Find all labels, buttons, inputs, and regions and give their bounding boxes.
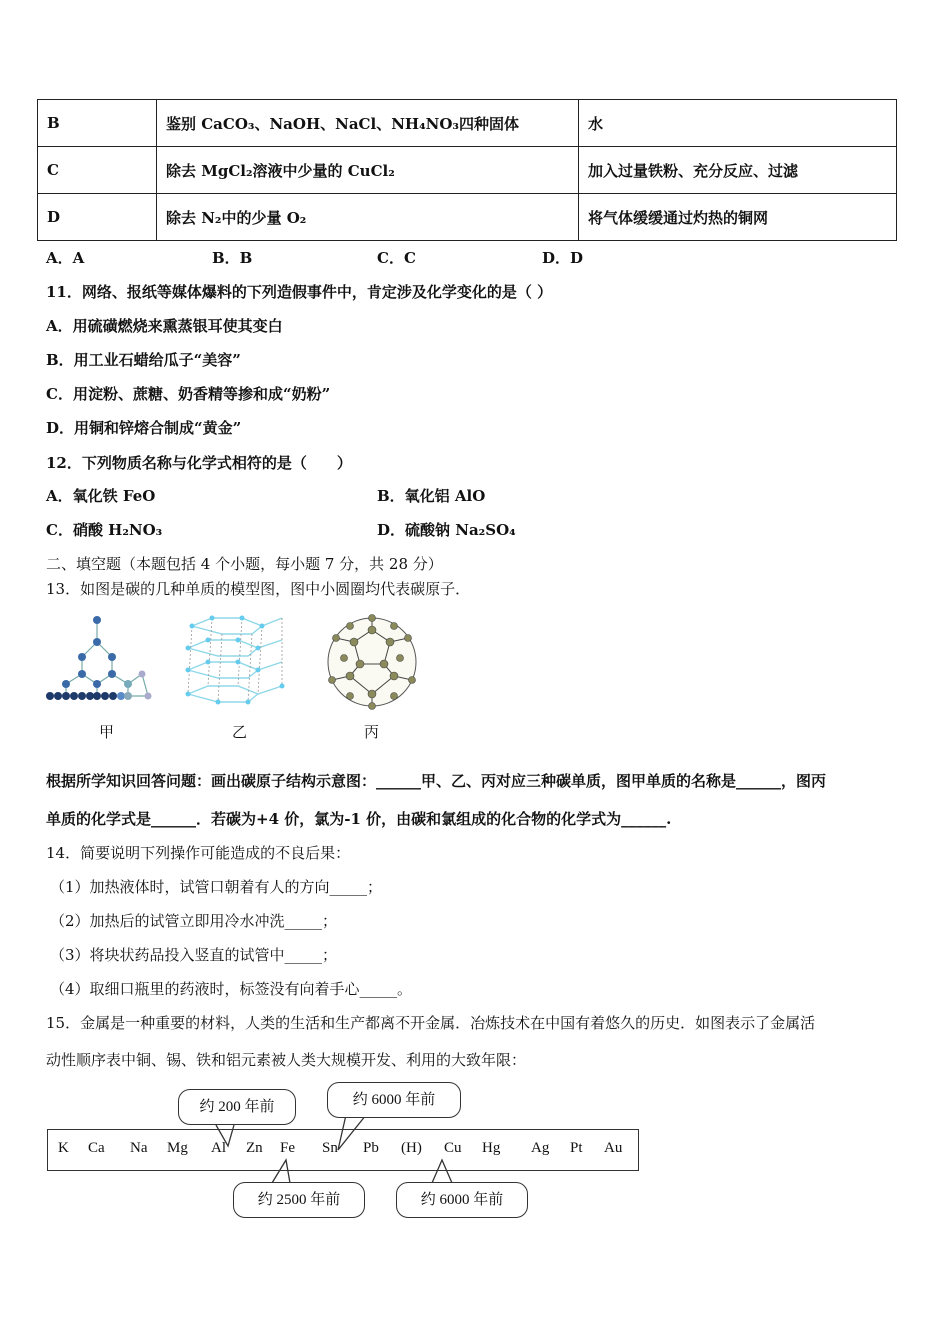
bubble-sn-6000: 约 6000 年前 <box>327 1082 461 1118</box>
metal-pb: Pb <box>363 1140 379 1156</box>
q12-option-b: B．氧化铝 AlO <box>377 487 486 505</box>
metal-au: Au <box>604 1140 623 1156</box>
q10-option-a: A．A <box>46 249 85 267</box>
row-task: 除去 MgCl₂溶液中少量的 CuCl₂ <box>157 147 579 194</box>
diamond-model-figure <box>44 612 156 712</box>
caption-yi: 乙 <box>232 723 248 741</box>
graphite-model-figure <box>182 612 290 712</box>
row-label: B <box>38 100 157 147</box>
row-label: C <box>38 147 157 194</box>
q10-option-c: C．C <box>377 249 416 267</box>
q15-line2: 动性顺序表中铜、锡、铁和铝元素被人类大规模开发、利用的大致年限： <box>46 1051 527 1069</box>
metal-k: K <box>58 1140 69 1156</box>
row-method: 水 <box>579 100 897 147</box>
q12-option-c: C．硝酸 H₂NO₃ <box>46 521 163 539</box>
caption-bing: 丙 <box>364 723 380 741</box>
metal-ag: Ag <box>531 1140 550 1156</box>
metal-na: Na <box>130 1140 148 1156</box>
q12-option-a: A．氧化铁 FeO <box>46 487 156 505</box>
bubble-cu-6000: 约 6000 年前 <box>396 1182 528 1218</box>
options-table <box>37 99 897 241</box>
q14-item-3: （3）将块状药品投入竖直的试管中_____； <box>50 946 338 964</box>
q14-stem: 14．简要说明下列操作可能造成的不良后果： <box>46 844 351 862</box>
metal-h: (H) <box>401 1140 422 1156</box>
q12-option-d: D．硫酸钠 Na₂SO₄ <box>377 521 516 539</box>
q11-option-d: D．用铜和锌熔合制成“黄金” <box>46 419 242 437</box>
metal-ca: Ca <box>88 1140 105 1156</box>
q12-stem: 12．下列物质名称与化学式相符的是（ ） <box>46 454 352 472</box>
table-row <box>38 147 897 194</box>
q11-option-b: B．用工业石蜡给瓜子“美容” <box>46 351 241 369</box>
q13-line1: 根据所学知识回答问题：画出碳原子结构示意图：______甲、乙、丙对应三种碳单质，图甲单质的名称是______，图丙 <box>46 772 827 790</box>
q14-item-4: （4）取细口瓶里的药液时，标签没有向着手心_____。 <box>50 980 413 998</box>
metal-fe: Fe <box>280 1140 295 1156</box>
bubble-fe-2500: 约 2500 年前 <box>233 1182 365 1218</box>
metal-pt: Pt <box>570 1140 583 1156</box>
table-row <box>38 194 897 241</box>
metal-hg: Hg <box>482 1140 501 1156</box>
q11-option-c: C．用淀粉、蔗糖、奶香精等掺和成“奶粉” <box>46 385 331 403</box>
table-row <box>38 100 897 147</box>
q13-stem: 13．如图是碳的几种单质的模型图，图中小圆圈均代表碳原子． <box>46 580 471 598</box>
caption-jia: 甲 <box>99 723 115 741</box>
q11-stem: 11．网络、报纸等媒体爆料的下列造假事件中，肯定涉及化学变化的是（ ） <box>46 283 553 301</box>
section-heading: 二、填空题（本题包括 4 个小题，每小题 7 分，共 28 分） <box>46 555 443 573</box>
q15-line1: 15．金属是一种重要的材料，人类的生活和生产都离不开金属．冶炼技术在中国有着悠久的历史．如图表示了金属活 <box>46 1014 816 1032</box>
metal-cu: Cu <box>444 1140 462 1156</box>
q10-option-b: B．B <box>212 249 253 267</box>
row-task: 鉴别 CaCO₃、NaOH、NaCl、NH₄NO₃四种固体 <box>157 100 579 147</box>
q14-item-2: （2）加热后的试管立即用冷水冲洗_____； <box>50 912 338 930</box>
row-method: 加入过量铁粉、充分反应、过滤 <box>579 147 897 194</box>
row-task: 除去 N₂中的少量 O₂ <box>157 194 579 241</box>
metal-al: Al <box>211 1140 226 1156</box>
metal-mg: Mg <box>167 1140 188 1156</box>
bubble-al-200: 约 200 年前 <box>178 1089 296 1125</box>
row-method: 将气体缓缓通过灼热的铜网 <box>579 194 897 241</box>
q11-option-a: A．用硫磺燃烧来熏蒸银耳使其变白 <box>46 317 283 335</box>
fullerene-model-figure <box>320 612 424 712</box>
metal-zn: Zn <box>246 1140 263 1156</box>
q13-line2: 单质的化学式是______．若碳为+4 价，氯为-1 价，由碳和氯组成的化合物的化学式为______. <box>46 810 672 828</box>
q14-item-1: （1）加热液体时，试管口朝着有人的方向_____； <box>50 878 383 896</box>
row-label: D <box>38 194 157 241</box>
q10-option-d: D．D <box>542 249 584 267</box>
metal-sn: Sn <box>322 1140 338 1156</box>
